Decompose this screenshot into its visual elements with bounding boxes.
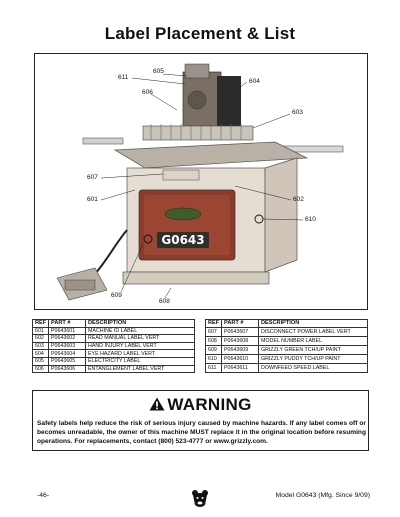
description-cell: ENTANGLEMENT LABEL VERT xyxy=(86,365,195,373)
description-cell: READ MANUAL LABEL VERT xyxy=(86,335,195,343)
table-row xyxy=(33,357,195,365)
part-cell: P0643609 xyxy=(222,345,259,354)
ref-cell: 607 xyxy=(206,327,222,336)
machine-illustration xyxy=(35,54,368,310)
description-cell: HAND INJURY LABEL VERT xyxy=(86,342,195,350)
description-cell: DISCONNECT POWER LABEL VERT xyxy=(259,327,368,336)
table-row xyxy=(33,365,195,373)
callout-602: 602 xyxy=(293,196,304,203)
description-cell: MODEL NUMBER LABEL xyxy=(259,336,368,345)
callout-610: 610 xyxy=(305,216,316,223)
bear-logo-icon xyxy=(191,489,209,509)
ref-cell: 603 xyxy=(33,342,49,350)
label-list-table-left xyxy=(32,319,195,373)
callout-608: 608 xyxy=(159,298,170,305)
table-row xyxy=(33,350,195,358)
ref-cell: 606 xyxy=(33,365,49,373)
table-row xyxy=(206,327,368,336)
warning-triangle-icon xyxy=(149,397,165,411)
part-cell: P0643610 xyxy=(222,354,259,363)
column-header-ref: REF xyxy=(33,320,49,328)
ref-cell: 610 xyxy=(206,354,222,363)
description-cell: GRIZZLY PUDDY TCH/UP PAINT xyxy=(259,354,368,363)
machine-model-plate: G0643 xyxy=(161,233,205,247)
column-header-ref: REF xyxy=(206,320,222,328)
callout-604: 604 xyxy=(249,78,260,85)
callout-601: 601 xyxy=(87,196,98,203)
callout-607: 607 xyxy=(87,174,98,181)
warning-box xyxy=(32,390,369,451)
description-cell: GRIZZLY GREEN TCH/UP PAINT xyxy=(259,345,368,354)
model-footer: Model G0643 (Mfg. Since 9/09) xyxy=(275,492,370,499)
table-row xyxy=(33,335,195,343)
table-row xyxy=(206,364,368,373)
table-row xyxy=(33,342,195,350)
part-cell: P0643604 xyxy=(49,350,86,358)
column-header-part: PART # xyxy=(222,320,259,328)
column-header-part: PART # xyxy=(49,320,86,328)
warning-body: Safety labels help reduce the risk of serious injury caused by machine hazards. If any label comes off or becomes unreadable, the owner of this machine MUST replace it in the original location before resuming operations. For replacements, contact (800) 523-4777 or www.grizzly.com. xyxy=(37,420,366,445)
table-row xyxy=(33,327,195,335)
part-cell: P0643605 xyxy=(49,357,86,365)
ref-cell: 608 xyxy=(206,336,222,345)
warning-heading xyxy=(33,395,368,415)
callout-609: 609 xyxy=(111,292,122,299)
part-cell: P0643608 xyxy=(222,336,259,345)
table-row xyxy=(206,336,368,345)
table-row xyxy=(206,345,368,354)
description-cell: EYE HAZARD LABEL VERT xyxy=(86,350,195,358)
callout-603: 603 xyxy=(292,109,303,116)
part-cell: P0643607 xyxy=(222,327,259,336)
callout-606: 606 xyxy=(142,89,153,96)
ref-cell: 601 xyxy=(33,327,49,335)
machine-figure xyxy=(34,53,368,310)
part-cell: P0643603 xyxy=(49,342,86,350)
callout-611: 611 xyxy=(118,74,129,81)
description-cell: DOWNFEED SPEED LABEL xyxy=(259,364,368,373)
page-title: Label Placement & List xyxy=(104,24,296,43)
part-cell: P0643611 xyxy=(222,364,259,373)
warning-heading-text: WARNING xyxy=(167,395,252,414)
ref-cell: 611 xyxy=(206,364,222,373)
callout-605: 605 xyxy=(153,68,164,75)
part-cell: P0643606 xyxy=(49,365,86,373)
ref-cell: 609 xyxy=(206,345,222,354)
part-cell: P0643601 xyxy=(49,327,86,335)
table-row xyxy=(206,354,368,363)
column-header-description: DESCRIPTION xyxy=(86,320,195,328)
ref-cell: 605 xyxy=(33,357,49,365)
ref-cell: 602 xyxy=(33,335,49,343)
ref-cell: 604 xyxy=(33,350,49,358)
description-cell: MACHINE ID LABEL xyxy=(86,327,195,335)
label-list-table-right xyxy=(205,319,368,373)
column-header-description: DESCRIPTION xyxy=(259,320,368,328)
description-cell: ELECTRICITY LABEL xyxy=(86,357,195,365)
page-number: -46- xyxy=(37,492,50,499)
part-cell: P0643602 xyxy=(49,335,86,343)
